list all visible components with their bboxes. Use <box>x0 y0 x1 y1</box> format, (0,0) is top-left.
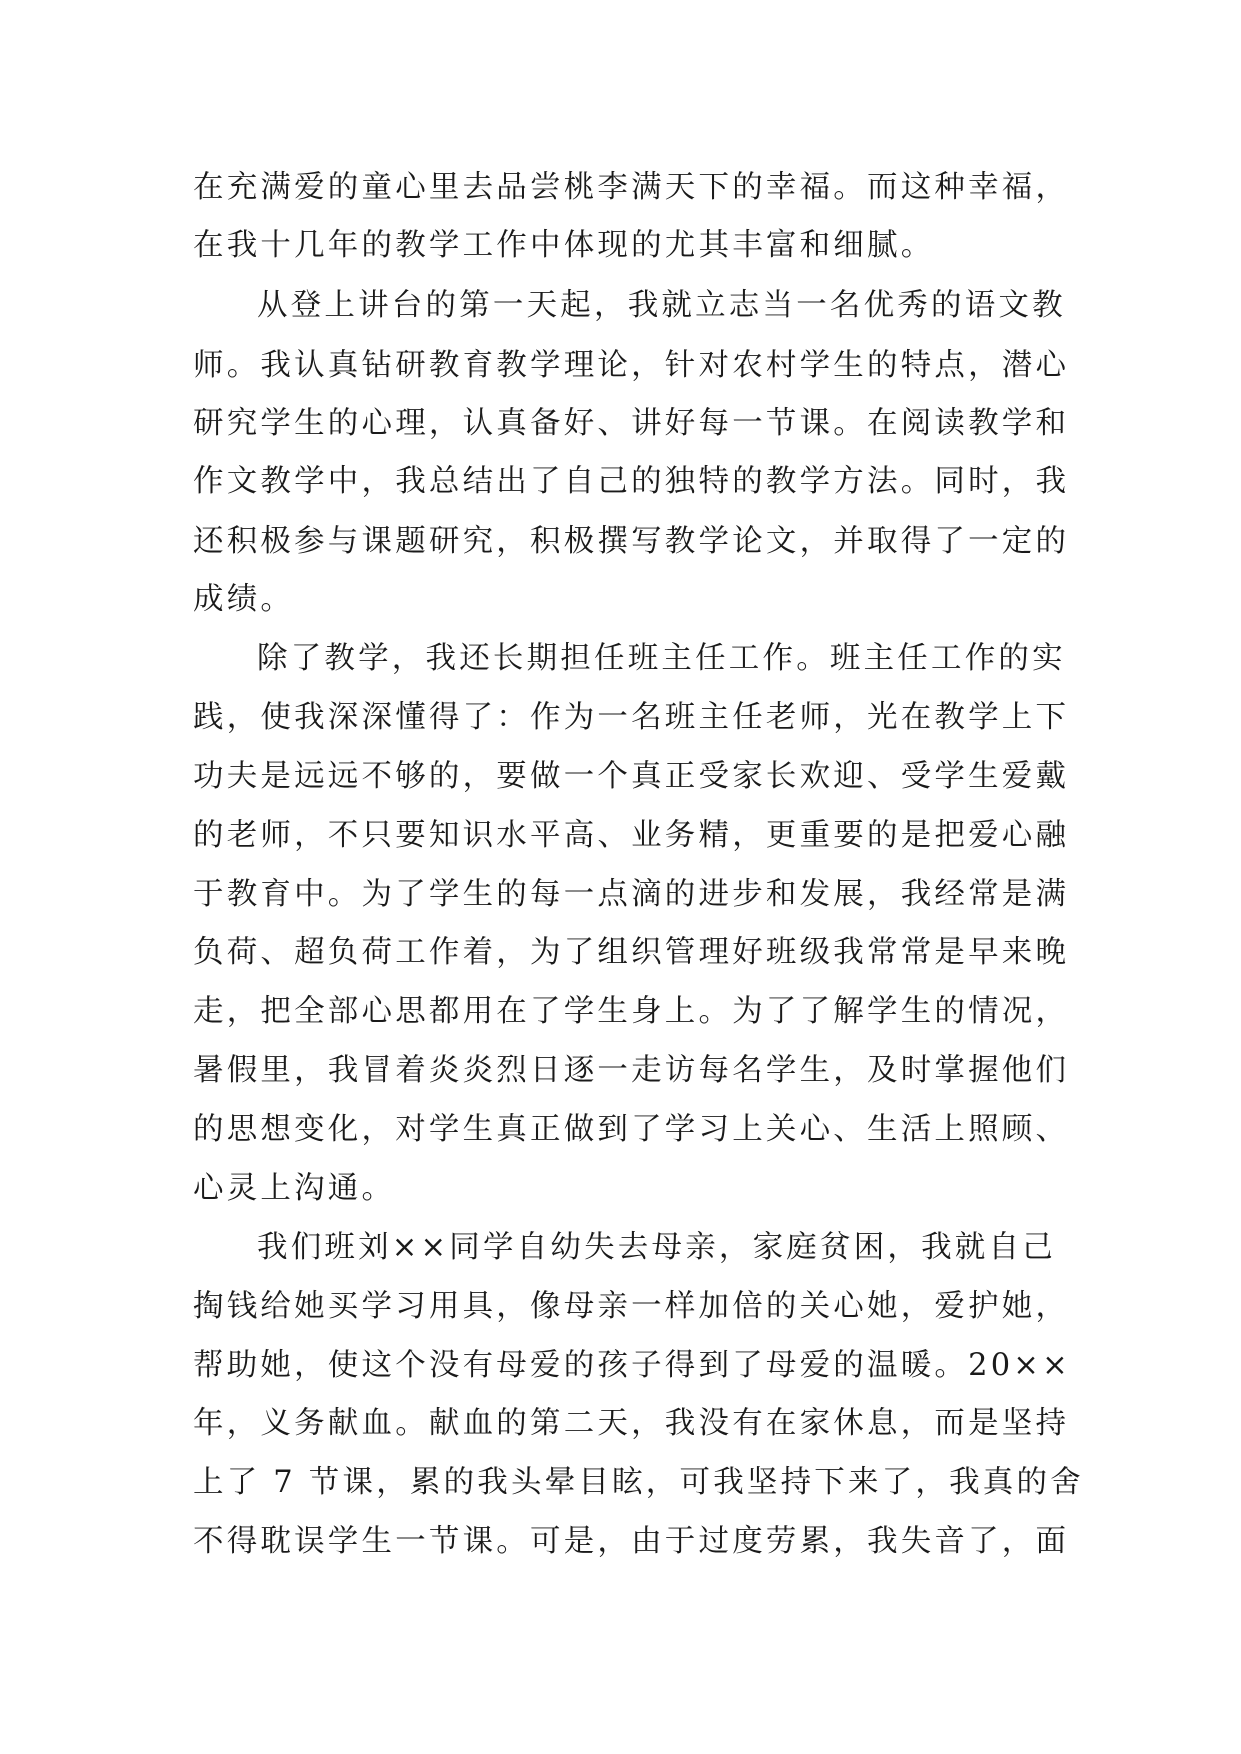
text-line: 不得耽误学生一节课。可是，由于过度劳累，我失音了，面 <box>193 1524 1070 1559</box>
text-line: 上了 7 节课，累的我头晕目眩，可我坚持下来了，我真的舍 <box>193 1465 1084 1500</box>
text-line: 践，使我深深懂得了：作为一名班主任老师，光在教学上下 <box>193 700 1070 735</box>
text-line: 年，义务献血。献血的第二天，我没有在家休息，而是坚持 <box>193 1406 1070 1441</box>
text-line: 还积极参与课题研究，积极撰写教学论文，并取得了一定的 <box>193 524 1070 559</box>
text-line: 的思想变化，对学生真正做到了学习上关心、生活上照顾、 <box>193 1112 1070 1147</box>
text-line: 成绩。 <box>193 582 295 617</box>
text-line: 研究学生的心理，认真备好、讲好每一节课。在阅读教学和 <box>193 406 1070 441</box>
text-line: 在充满爱的童心里去品尝桃李满天下的幸福。而这种幸福， <box>193 170 1070 205</box>
text-line: 作文教学中，我总结出了自己的独特的教学方法。同时，我 <box>193 464 1070 499</box>
text-line: 功夫是远远不够的，要做一个真正受家长欢迎、受学生爱戴 <box>193 759 1070 794</box>
text-line: 负荷、超负荷工作着，为了组织管理好班级我常常是早来晚 <box>193 935 1070 970</box>
text-line: 走，把全部心思都用在了学生身上。为了了解学生的情况， <box>193 994 1070 1029</box>
text-line: 师。我认真钻研教育教学理论，针对农村学生的特点，潜心 <box>193 348 1070 383</box>
paragraph-first-line: 我们班刘××同学自幼失去母亲，家庭贫困，我就自己 <box>257 1230 1056 1265</box>
text-line: 暑假里，我冒着炎炎烈日逐一走访每名学生，及时掌握他们 <box>193 1053 1070 1088</box>
text-line: 的老师，不只要知识水平高、业务精，更重要的是把爱心融 <box>193 818 1070 853</box>
paragraph-first-line: 除了教学，我还长期担任班主任工作。班主任工作的实 <box>257 641 1066 676</box>
text-line: 在我十几年的教学工作中体现的尤其丰富和细腻。 <box>193 228 935 263</box>
text-line: 帮助她，使这个没有母爱的孩子得到了母爱的温暖。20×× <box>193 1348 1071 1383</box>
text-line: 掏钱给她买学习用具，像母亲一样加倍的关心她，爱护她， <box>193 1289 1070 1324</box>
paragraph-first-line: 从登上讲台的第一天起，我就立志当一名优秀的语文教 <box>257 288 1066 323</box>
text-line: 于教育中。为了学生的每一点滴的进步和发展，我经常是满 <box>193 877 1070 912</box>
text-line: 心灵上沟通。 <box>193 1171 396 1206</box>
